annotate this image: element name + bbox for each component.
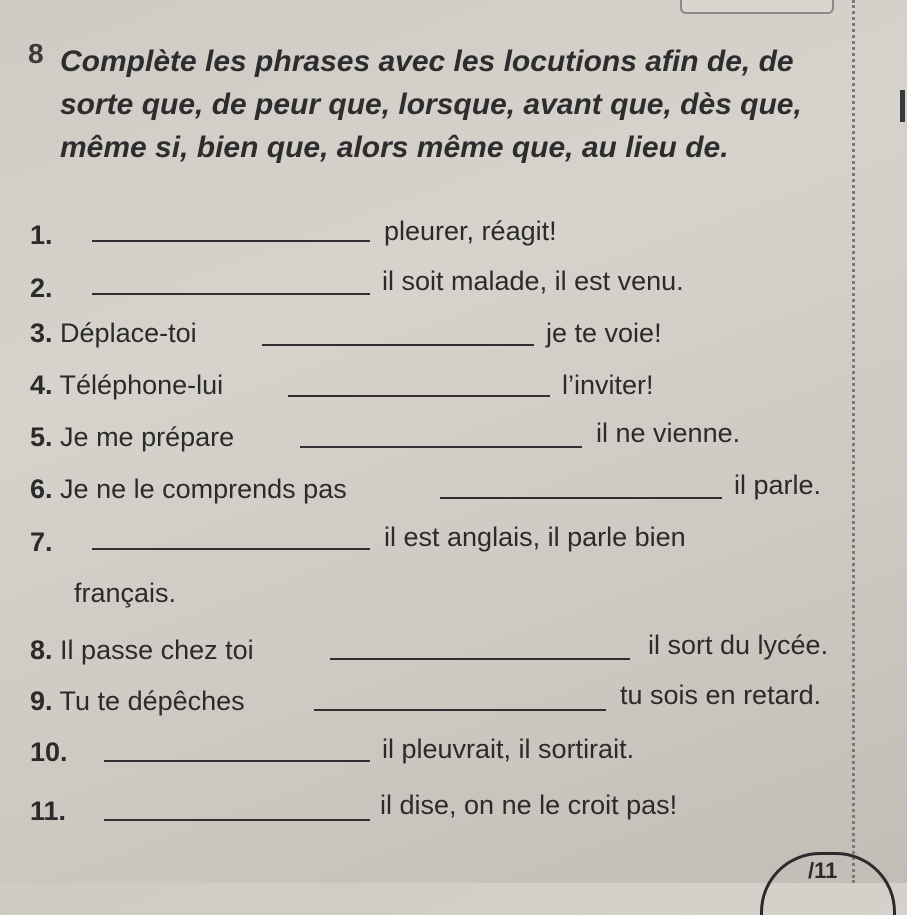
- item-text-after: pleurer, réagit!: [384, 216, 557, 246]
- dotted-margin-line: [852, 0, 855, 883]
- item-text-after: l’inviter!: [562, 370, 654, 400]
- item-number: 8.: [30, 635, 53, 665]
- answer-blank[interactable]: [104, 819, 370, 821]
- item-text-after: il est anglais, il parle bien: [384, 522, 686, 552]
- item-number: 2.: [30, 273, 53, 303]
- exercise-item: [30, 737, 68, 767]
- answer-blank[interactable]: [288, 395, 550, 397]
- item-text-before: Téléphone-lui: [59, 370, 224, 400]
- exercise-item: [30, 422, 234, 452]
- answer-blank[interactable]: [330, 658, 630, 660]
- exercise-item: [30, 273, 53, 303]
- item-text-before: Il passe chez toi: [60, 635, 254, 665]
- exercise-item: [30, 527, 53, 557]
- answer-blank[interactable]: [92, 293, 370, 295]
- item-text-before: Tu te dépêches: [59, 686, 245, 716]
- item-number: 7.: [30, 527, 53, 557]
- exercise-item: [30, 635, 254, 665]
- item-number: 6.: [30, 474, 53, 504]
- answer-blank[interactable]: [262, 344, 534, 346]
- item-number: 11.: [30, 796, 67, 826]
- answer-blank[interactable]: [92, 548, 370, 550]
- item-text-after: il parle.: [734, 470, 822, 500]
- item-number: 4.: [30, 370, 53, 400]
- answer-blank[interactable]: [314, 709, 606, 711]
- corner-box: [680, 0, 834, 14]
- item-number: 3.: [30, 318, 53, 348]
- exercise-item: [30, 370, 223, 400]
- item-number: 9.: [30, 686, 53, 716]
- item-number: 5.: [30, 422, 53, 452]
- item-continuation: français.: [74, 578, 177, 608]
- exercise-item: [30, 796, 66, 826]
- item-text-before: Déplace-toi: [60, 318, 197, 348]
- item-text-after: tu sois en retard.: [620, 680, 822, 710]
- item-text-after: je te voie!: [546, 318, 662, 348]
- exercise-item: [30, 686, 245, 716]
- item-text-after: il pleuvrait, il sortirait.: [382, 734, 635, 764]
- item-text-after: il dise, on ne le croit pas!: [380, 790, 678, 820]
- item-text-after: il sort du lycée.: [648, 630, 829, 660]
- item-text-before: Je me prépare: [60, 422, 235, 452]
- exercise-number: 8: [28, 38, 44, 69]
- exercise-instruction: Complète les phrases avec les locutions afin de, de sorte que, de peur que, lorsque, avant que, dès que, même si, bien que, alors même que, au lieu de.: [60, 45, 802, 164]
- exercise-item: [30, 318, 197, 348]
- exercise-item: [30, 474, 347, 504]
- item-text-after: il ne vienne.: [596, 418, 741, 448]
- item-text-after: il soit malade, il est venu.: [382, 266, 684, 296]
- answer-blank[interactable]: [92, 240, 370, 242]
- item-number: 1.: [30, 220, 53, 250]
- score-label: /11: [808, 858, 838, 883]
- answer-blank[interactable]: [440, 497, 722, 499]
- margin-mark: [900, 90, 905, 122]
- exercise-item: [30, 220, 53, 250]
- answer-blank[interactable]: [104, 760, 370, 762]
- item-text-before: Je ne le comprends pas: [60, 474, 347, 504]
- answer-blank[interactable]: [300, 446, 582, 448]
- item-number: 10.: [30, 737, 68, 767]
